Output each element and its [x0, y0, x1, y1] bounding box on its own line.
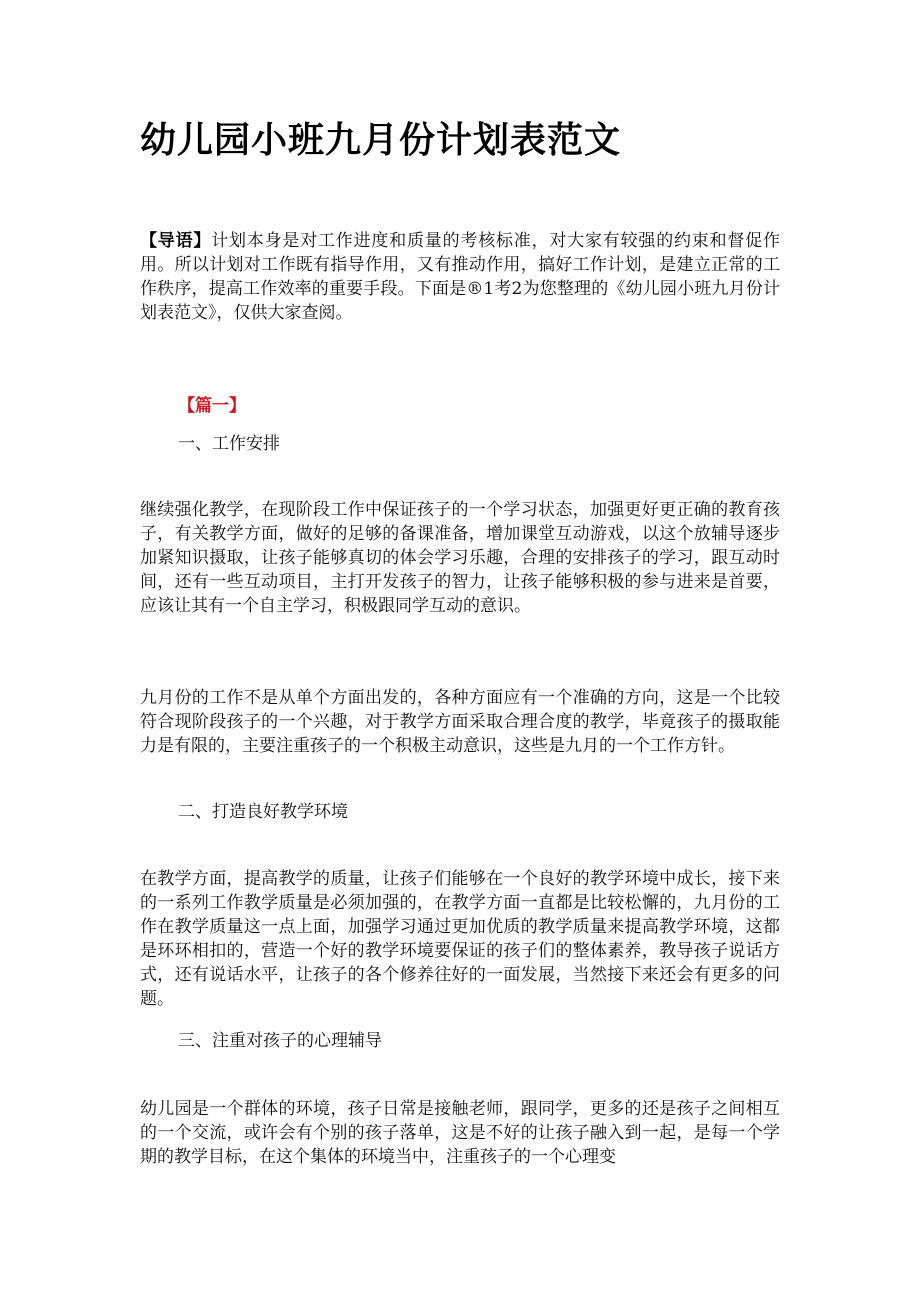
heading-work-arrangement: 一、工作安排 — [178, 434, 280, 454]
heading-teaching-environment: 二、打造良好教学环境 — [178, 802, 348, 822]
paragraph-2: 九月份的工作不是从单个方面出发的，各种方面应有一个准确的方向，这是一个比较符合现阶段孩子的一个兴趣，对于教学方面采取合理合度的教学，毕竟孩子的摄取能力是有限的，主要注重孩子的一个积极主动意识，这些是九月的一个工作方针。 — [140, 688, 780, 756]
document-title: 幼儿园小班九月份计划表范文 — [140, 119, 622, 161]
paragraph-4: 幼儿园是一个群体的环境，孩子日常是接触老师，跟同学，更多的还是孩子之间相互的一个交流，或许会有个别的孩子落单，这是不好的让孩子融入到一起，是每一个学期的教学目标，在这个集体的环境当中，注重孩子的一个心理变 — [140, 1099, 780, 1167]
heading-psychological-guidance: 三、注重对孩子的心理辅导 — [178, 1031, 382, 1051]
paragraph-3: 在教学方面，提高教学的质量，让孩子们能够在一个良好的教学环境中成长，接下来的一系列工作教学质量是必须加强的，在教学方面一直都是比较松懈的，九月份的工作在教学质量这一点上面，加强学习通过更加优质的教学质量来提高教学环境，这都是环环相扣的，营造一个好的教学环境要保证的孩子们的整体素养，教导孩子说话方式，还有说话水平，让孩子的各个修养往好的一面发展，当然接下来还会有更多的问题。 — [140, 869, 780, 1009]
intro-text: 计划本身是对工作进度和质量的考核标准，对大家有较强的约束和督促作用。所以计划对工作既有指导作用，又有推动作用，搞好工作计划，是建立正常的工作秩序，提高工作效率的重要手段。下面是®1考2为您整理的《幼儿园小班九月份计划表范文》，仅供大家查阅。 — [140, 231, 781, 323]
intro-paragraph — [140, 229, 780, 325]
section-tag: 【篇一】 — [178, 396, 246, 416]
paragraph-1: 继续强化教学，在现阶段工作中保证孩子的一个学习状态，加强更好更正确的教育孩子，有关教学方面，做好的足够的备课准备，增加课堂互动游戏，以这个放辅导逐步加紧知识摄取，让孩子能够真切的体会学习乐趣，合理的安排孩子的学习，跟互动时间，还有一些互动项目，主打开发孩子的智力，让孩子能够积极的参与进来是首要，应该让其有一个自主学习，积极跟同学互动的意识。 — [140, 500, 780, 616]
intro-lead: 【导语】 — [140, 231, 212, 251]
